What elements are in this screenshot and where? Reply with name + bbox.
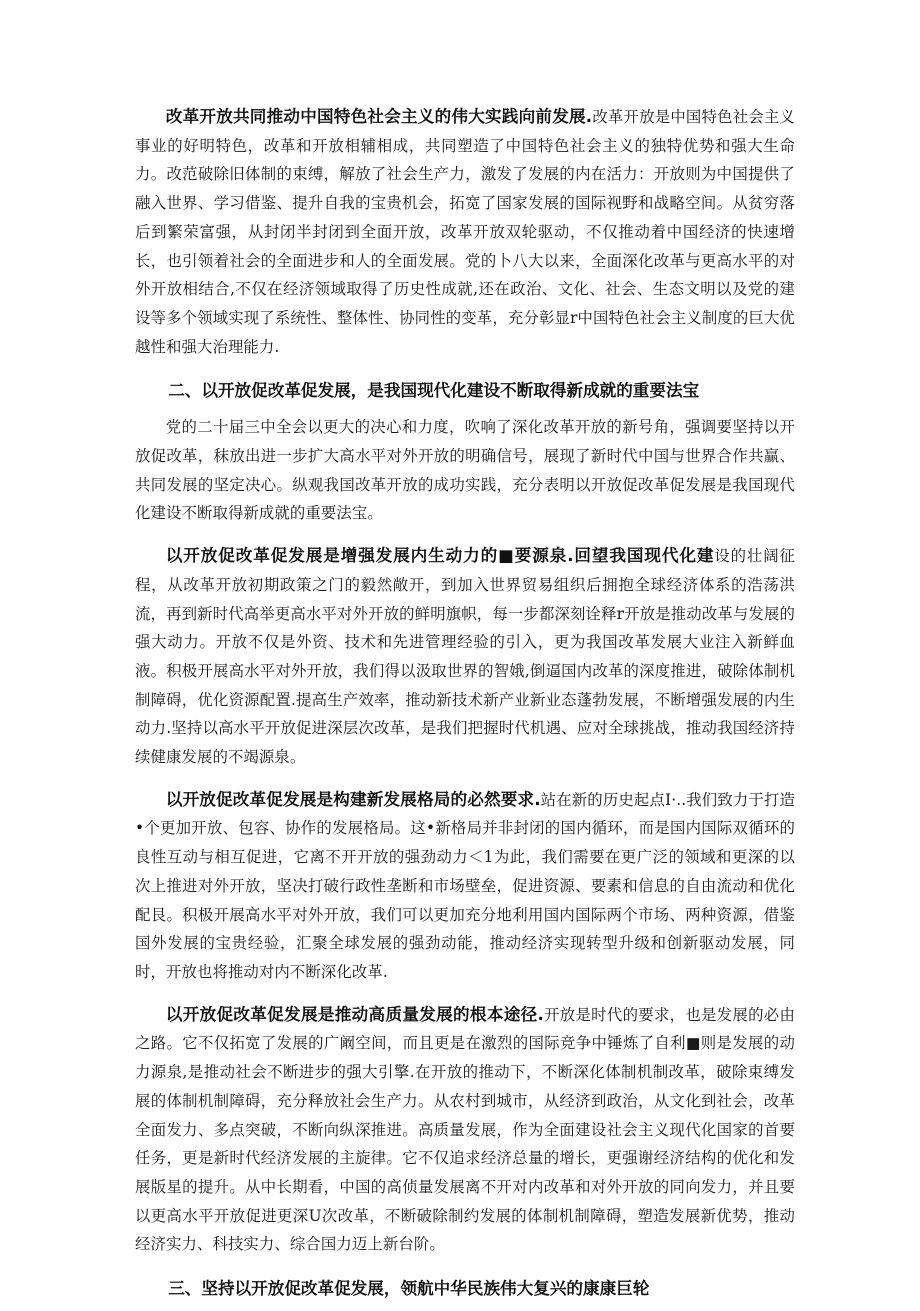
paragraph-body: 开放是时代的要求，也是发展的必由之路。它不仅拓宽了发展的广阚空间，而且更是在激烈的国际竞争中锤炼了自利■则是发展的动力源泉,是推动社会不断进步的强大引擎.在开放的推动下，不断深化体制机制改革，破除束缚发展的体制机制障碍，充分释放社会生产力。从农村到城市，从经济到政治，从文化到社会，改革全面发力、多点突破，不断向纵深推进。高质量发展，作为全面建设社会主义现代化国家的首要任务，更是新时代经济发展的主旋律。它不仅追求经济总量的增长，更强谢经济结构的优化和发展版星的提升。从中长期看，中国的高侦量发展离不开对内改革和对外开放的同向发力，并且要以更高水平开放促进更深U次改革，不断破除制约发展的体制机制障碍，塑造发展新优势，推动经济实力、科技实力、综合国力迈上新台阶。: [135, 1005, 795, 1254]
paragraph-reform-opening: [135, 103, 795, 361]
paragraph-lead: 以开放促改革促发展是推动高质量发展的根本途径.: [165, 1004, 544, 1024]
paragraph-body: 改革开放是中国特色社会主义事业的好明特色，改革和开放相辅相成，共同塑造了中国特色社会主义的独特优势和强大生命力。改范破除旧体制的束缚，解放了社会生产力，激发了发展的内在活力：开放则为中国提供了融入世界、学习借鉴、提升自我的宝贵机会，拓宽了国家发展的国际视野和战略空间。从贫穷落后到繁荣富强，从封闭半封闭到全面开放，改革开放双轮驱动，不仅推动着中国经济的快速增长，也引领着社会的全面进步和人的全面发展。党的卜八大以来，全面深化改革与更高水平的对外开放相结合,不仅在经济领域取得了历史性成就,还在政治、文化、社会、生态文明以及党的建设等多个领域实现了系统性、整体性、协同性的变革，充分彰显r中国特色社会主义制度的巨大优越性和强大治理能力.: [135, 108, 795, 356]
document-page: [135, 103, 795, 1311]
paragraph-body: 设的壮阔征程，从改革开放初期政策之门的毅然敞开，到加入世界贸易组织后拥抱全球经济体系的浩荡洪流，再到新时代高举更高水平对外开放的鲜明旗帜，每一步都深刻诠释r开放是推动改革与发展的强大动力。开放不仅是外资、技术和先进管理经验的引入，更为我国改革发展大业注入新鲜血液。积极开展高水平对外开放，我们得以汲取世界的智娥,倒逼国内改革的深度推进，破除体制机制障碍，优化资源配置.提高生产效率，推动新技术新产业新业态蓬勃发展，不断增强发展的内生动力.坚持以高水平开放促进深层次改革，是我们把握时代机遇、应对全球挑战，推动我国经济持续健康发展的不竭源泉。: [135, 547, 795, 767]
paragraph-body: 站在新的历史起点I·..我们致力于打造•个更加开放、包容、协作的发展格局。这•新格局并非封闭的国内循环，而是国内国际双循环的良性互动与相互促进，它离不开开放的强劲动力＜1为此，我们需要在更广泛的领域和更深的以次上推进对外开放，坚决打破行政性垄断和市场壁垒，促进资源、要素和信息的自由流动和优化配艮。积极开展高水平对外开放，我们可以更加充分地利用国内国际两个市场、两种资源，借鉴国外发展的宝贵经验，汇聚全球发展的强劲动能，推动经济实现转型升级和创新驱动发展，同时，开放也将推动对内不断深化改革.: [135, 790, 795, 981]
paragraph-new-pattern: [135, 786, 795, 987]
paragraph-lead: 改革开放共同推动中国特色社会主义的伟大实践向前发展.: [165, 107, 593, 126]
section-heading-2: 二、以开放促改革促发展，是我国现代化建设不断取得新成就的重要法宝: [168, 381, 700, 401]
paragraph-high-quality: [135, 1001, 795, 1259]
paragraph-body: 党的二十届三中全会以更大的决心和力度，吹响了深化改革开放的新号角，强调要坚持以开放促改革，秣放出进一步扩大高水平对外开放的明确信号，展现了新时代中国与世界合作共赢、共同发展的坚定决心。纵观我国改革开放的成功实践，充分表明以开放促改革促发展是我国现代化建设不断取得新成就的重要法宝。: [135, 418, 795, 523]
paragraph-lead: 以开放促改革促发展是增强发展内生动力的■要源泉.回望我国现代化建: [165, 546, 715, 566]
paragraph-lead: 以开放促改革促发展是构建新发展格局的必然要求.: [165, 789, 541, 809]
paragraph-third-plenum: [135, 413, 795, 528]
paragraph-internal-momentum: [135, 542, 795, 772]
section-heading-3: 三、坚持以开放促改革促发展，领航中华民族伟大复兴的康康巨轮: [168, 1279, 650, 1299]
